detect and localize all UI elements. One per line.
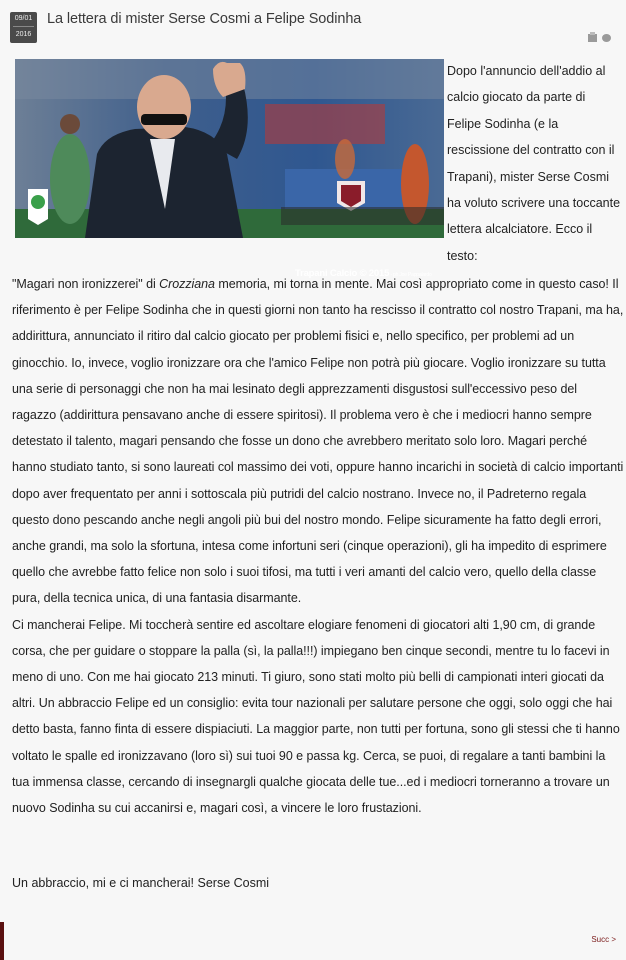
quote-open: "Magari non ironizzerei" di <box>12 277 160 291</box>
body-paragraph-2: Ci mancherai Felipe. Mi toccherà sentire ed ascoltare elogiare fenomeni di giocatori alti 1,90 cm, di grande corsa, che per guidare o stoppare la palla (sì, la palla!!!) impiegano ben cinque secondi, mentre tu lo facevi in meno di uno. Con me hai giocato 213 minuti. Ti giuro, sono stati molto più belli di campionati interi giocati da altri. Un abbraccio Felipe ed un consiglio: evita tour nazionali per salutare persone che oggi, solo oggi che hai detto basta, fanno finta di essere dispiaciuti. La maggior parte, non tutti per fortuna, sono gli stessi che ti hanno voltato le spalle ed ironizzavano (loro sì) sui tuoi 90 e passa kg. Cerca, se puoi, di regalare a tanti bambini la tua immensa classe, cercando di insegnargli qualche giocata delle tue...ed i mediocri torneranno a trovare un nuovo Sodinha su cui accanirsi e, magari così, a vincere le loro frustazioni. <box>12 617 620 816</box>
article-body <box>12 271 624 821</box>
email-icon[interactable] <box>602 34 611 42</box>
paragraph-1-text: memoria, mi torna in mente. Mai così appropriato come in questo caso! Il riferimento è per Felipe Sodinha che in questi giorni non tanto ha rescisso il contratto col nostro Trapani, ma ha, addirittura, annunciato il ritiro dal calcio giocato per problemi fisici e, nello specifico, per problemi ad un ginocchio. Io, invece, voglio ironizzare ora che l'amico Felipe non potrà più giocare. Voglio ironizzare su tutta una serie di personaggi che non ha mai lesinato degli apprezzamenti disgustosi sull'eccessivo peso del ragazzo (addirittura pensavano anche di essere spiritosi). Il problema vero è che i mediocri hanno sempre detestato il talento, magari pensando che fosse un dono che avrebbero meritato solo loro. Magari perché hanno studiato tanto, si sono laureati col massimo dei voti, oppure hanno incarichi in società di calcio importanti dopo aver frequentato per anni i sottoscala più putridi del calcio nostrano. Invece no, il Padreterno regala questo dono pescando anche negli angoli più bui del nostro mondo. Felipe sicuramente ha fatto degli errori, anche grandi, ma solo la sfortuna, intesa come infortuni seri (cinque operazioni), gli ha impedito di esprimere quello che avrebbe fatto felice non solo i suoi tifosi, ma tutti i veri amanti del calcio vero, quello della classe pura, della tecnica unica, di una fantasia disarmante. <box>12 277 624 606</box>
photo-illustration <box>15 59 444 238</box>
printer-icon[interactable] <box>588 34 597 42</box>
article-title[interactable]: La lettera di mister Serse Cosmi a Felipe Sodinha <box>47 11 362 27</box>
quote-emphasis: Crozziana <box>159 277 215 291</box>
date-badge <box>10 12 37 43</box>
closing-line: Un abbraccio, mi e ci mancherai! Serse Cosmi <box>12 876 270 890</box>
left-edge-strip <box>0 922 4 960</box>
article-tools <box>588 34 614 44</box>
date-separator <box>13 26 34 27</box>
intro-text: Dopo l'annuncio dell'addio al calcio giocato da parte di Felipe Sodinha (e la rescissione del contratto con il Trapani), mister Serse Cosmi ha voluto scrivere una toccante lettera alcalciatore. Ecco il testo: <box>447 64 621 263</box>
photo-credit-small: - ph Joe Pappalardo <box>389 272 432 278</box>
next-article-link[interactable]: Succ > <box>591 935 616 944</box>
article-header <box>0 0 626 50</box>
photo-credit-main: Trapani Calcio © 2015 <box>295 268 390 279</box>
article-photo <box>15 59 444 279</box>
date-day-month: 09/01 <box>14 15 33 22</box>
body-paragraph-1 <box>12 271 624 612</box>
date-year: 2016 <box>15 31 32 38</box>
